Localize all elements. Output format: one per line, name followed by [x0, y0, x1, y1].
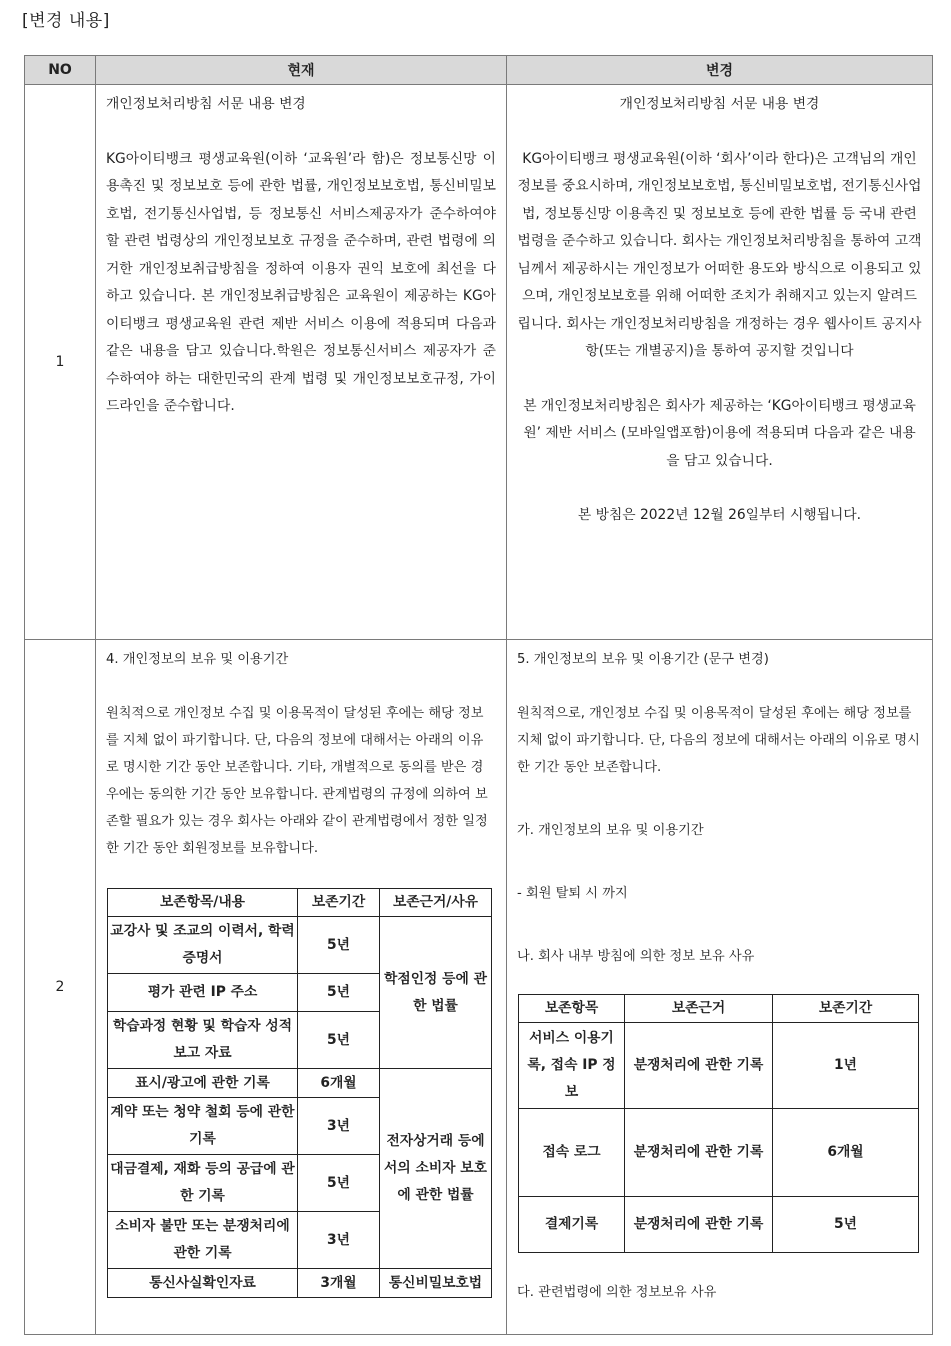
table-header-row	[108, 889, 492, 917]
table-cell: 표시/광고에 관한 기록	[108, 1069, 298, 1098]
change-table	[24, 55, 933, 1335]
subsection-item: - 회원 탈퇴 시 까지	[517, 886, 628, 901]
current-cell	[96, 640, 507, 1335]
retention-table	[107, 888, 492, 1298]
table-cell: 학점인정 등에 관한 법률	[380, 917, 492, 1069]
section-title: 4. 개인정보의 보유 및 이용기간	[106, 652, 289, 667]
section-title: 개인정보처리방침 서문 내용 변경	[619, 96, 820, 112]
table-cell: 결제기록	[519, 1197, 625, 1253]
header-row	[25, 56, 933, 85]
section-body: 원칙적으로 개인정보 수집 및 이용목적이 달성된 후에는 해당 정보를 지체 없이 파기합니다. 단, 다음의 정보에 대해서는 아래의 이유로 명시한 기간 동안 보존합니다. 기타, 개별적으로 동의를 받은 경우에는 동의한 기간 동안 보유합니다. 관계법령의 규정에 의하여 보존할 필요가 있는 경우 회사는 아래와 같이 관계법령에서 정한 일정한 기간 동안 회원정보를 보유합니다.	[106, 706, 488, 856]
table-header: 보존항목/내용	[108, 889, 298, 917]
row-number: 1	[25, 85, 96, 640]
current-cell	[96, 85, 507, 640]
table-cell: 6개월	[773, 1109, 919, 1197]
table-header: 보존기간	[298, 889, 380, 917]
table-cell: 5년	[298, 1012, 380, 1069]
table-cell: 5년	[298, 974, 380, 1012]
section-body: 원칙적으로, 개인정보 수집 및 이용목적이 달성된 후에는 해당 정보를 지체 없이 파기합니다. 단, 다음의 정보에 대해서는 아래의 이유로 명시한 기간 동안 보존합니다.	[517, 706, 920, 775]
table-cell: 대금결제, 재화 등의 공급에 관한 기록	[108, 1155, 298, 1212]
table-cell: 접속 로그	[519, 1109, 625, 1197]
changed-cell	[507, 640, 933, 1335]
table-cell: 평가 관련 IP 주소	[108, 974, 298, 1012]
subsection-title: 다. 관련법령에 의한 정보보유 사유	[517, 1285, 717, 1300]
page-heading: [변경 내용]	[22, 11, 110, 31]
table-header-row	[519, 995, 919, 1023]
table-cell: 분쟁처리에 관한 기록	[625, 1109, 773, 1197]
table-cell: 소비자 불만 또는 분쟁처리에 관한 기록	[108, 1212, 298, 1269]
section-body: 본 개인정보처리방침은 회사가 제공하는 ‘KG아이티뱅크 평생교육원’ 제반 서비스 (모바일앱포함)이용에 적용되며 다음과 같은 내용을 담고 있습니다.	[523, 397, 916, 469]
retention-table	[518, 994, 919, 1253]
effective-date: 본 방침은 2022년 12월 26일부터 시행됩니다.	[577, 507, 862, 523]
changed-cell	[507, 85, 933, 640]
table-cell: 전자상거래 등에서의 소비자 보호에 관한 법률	[380, 1069, 492, 1269]
subsection-title: 나. 회사 내부 방침에 의한 정보 보유 사유	[517, 949, 755, 964]
section-title: 개인정보처리방침 서문 내용 변경	[106, 96, 306, 112]
table-row	[108, 1069, 492, 1098]
table-cell: 1년	[773, 1023, 919, 1109]
table-row	[108, 1269, 492, 1298]
table-row	[519, 1197, 919, 1253]
table-cell: 5년	[298, 917, 380, 974]
table-cell: 5년	[298, 1155, 380, 1212]
table-cell: 계약 또는 청약 철회 등에 관한 기록	[108, 1098, 298, 1155]
col-changed-header: 변경	[507, 56, 933, 85]
table-cell: 학습과정 현황 및 학습자 성적보고 자료	[108, 1012, 298, 1069]
table-header: 보존근거/사유	[380, 889, 492, 917]
table-cell: 6개월	[298, 1069, 380, 1098]
table-header: 보존항목	[519, 995, 625, 1023]
table-row	[108, 917, 492, 974]
col-no-header: NO	[25, 56, 96, 85]
table-header: 보존근거	[625, 995, 773, 1023]
table-cell: 3년	[298, 1098, 380, 1155]
subsection-title: 가. 개인정보의 보유 및 이용기간	[517, 823, 704, 838]
table-cell: 3개월	[298, 1269, 380, 1298]
table-row	[519, 1023, 919, 1109]
section-body: KG아이티뱅크 평생교육원(이하 ‘교육원’라 함)은 정보통신망 이용촉진 및 정보보호 등에 관한 법률, 개인정보보호법, 통신비밀보호법, 전기통신사업법, 등 정보통신 서비스제공자가 준수하여야 할 관련 법령상의 개인정보보호 규정을 준수하며, 관련 법령에 의거한 개인정보취급방침을 정하여 이용자 권익 보호에 최선을 다하고 있습니다. 본 개인정보취급방침은 교육원이 제공하는 KG아이티뱅크 평생교육원 관련 제반 서비스 이용에 적용되며 다음과 같은 내용을 담고 있습니다.학원은 정보통신서비스 제공자가 준수하여야 하는 대한민국의 관계 법령 및 개인정보보호규정, 가이드라인을 준수합니다.	[106, 150, 496, 414]
section-body: KG아이티뱅크 평생교육원(이하 ‘회사’이라 한다)은 고객님의 개인정보를 중요시하며, 개인정보보호법, 통신비밀보호법, 전기통신사업법, 정보통신망 이용촉진 및 정보보호 등에 관한 법률 등 국내 관련 법령을 준수하고 있습니다. 회사는 개인정보처리방침을 통하여 고객님께서 제공하시는 개인정보가 어떠한 용도와 방식으로 이용되고 있으며, 개인정보보호를 위해 어떠한 조치가 취해지고 있는지 알려드립니다. 회사는 개인정보처리방침을 개정하는 경우 웹사이트 공지사항(또는 개별공지)을 통하여 공지할 것입니다	[517, 150, 922, 359]
col-current-header: 현재	[96, 56, 507, 85]
row-number: 2	[25, 640, 96, 1335]
table-cell: 통신사실확인자료	[108, 1269, 298, 1298]
table-cell: 교강사 및 조교의 이력서, 학력증명서	[108, 917, 298, 974]
table-cell: 서비스 이용기록, 접속 IP 정보	[519, 1023, 625, 1109]
table-cell: 통신비밀보호법	[380, 1269, 492, 1298]
change-row-1	[25, 85, 933, 640]
table-cell: 분쟁처리에 관한 기록	[625, 1023, 773, 1109]
table-header: 보존기간	[773, 995, 919, 1023]
table-cell: 3년	[298, 1212, 380, 1269]
table-cell: 5년	[773, 1197, 919, 1253]
table-cell: 분쟁처리에 관한 기록	[625, 1197, 773, 1253]
section-title: 5. 개인정보의 보유 및 이용기간 (문구 변경)	[517, 652, 769, 667]
table-row	[519, 1109, 919, 1197]
change-row-2	[25, 640, 933, 1335]
